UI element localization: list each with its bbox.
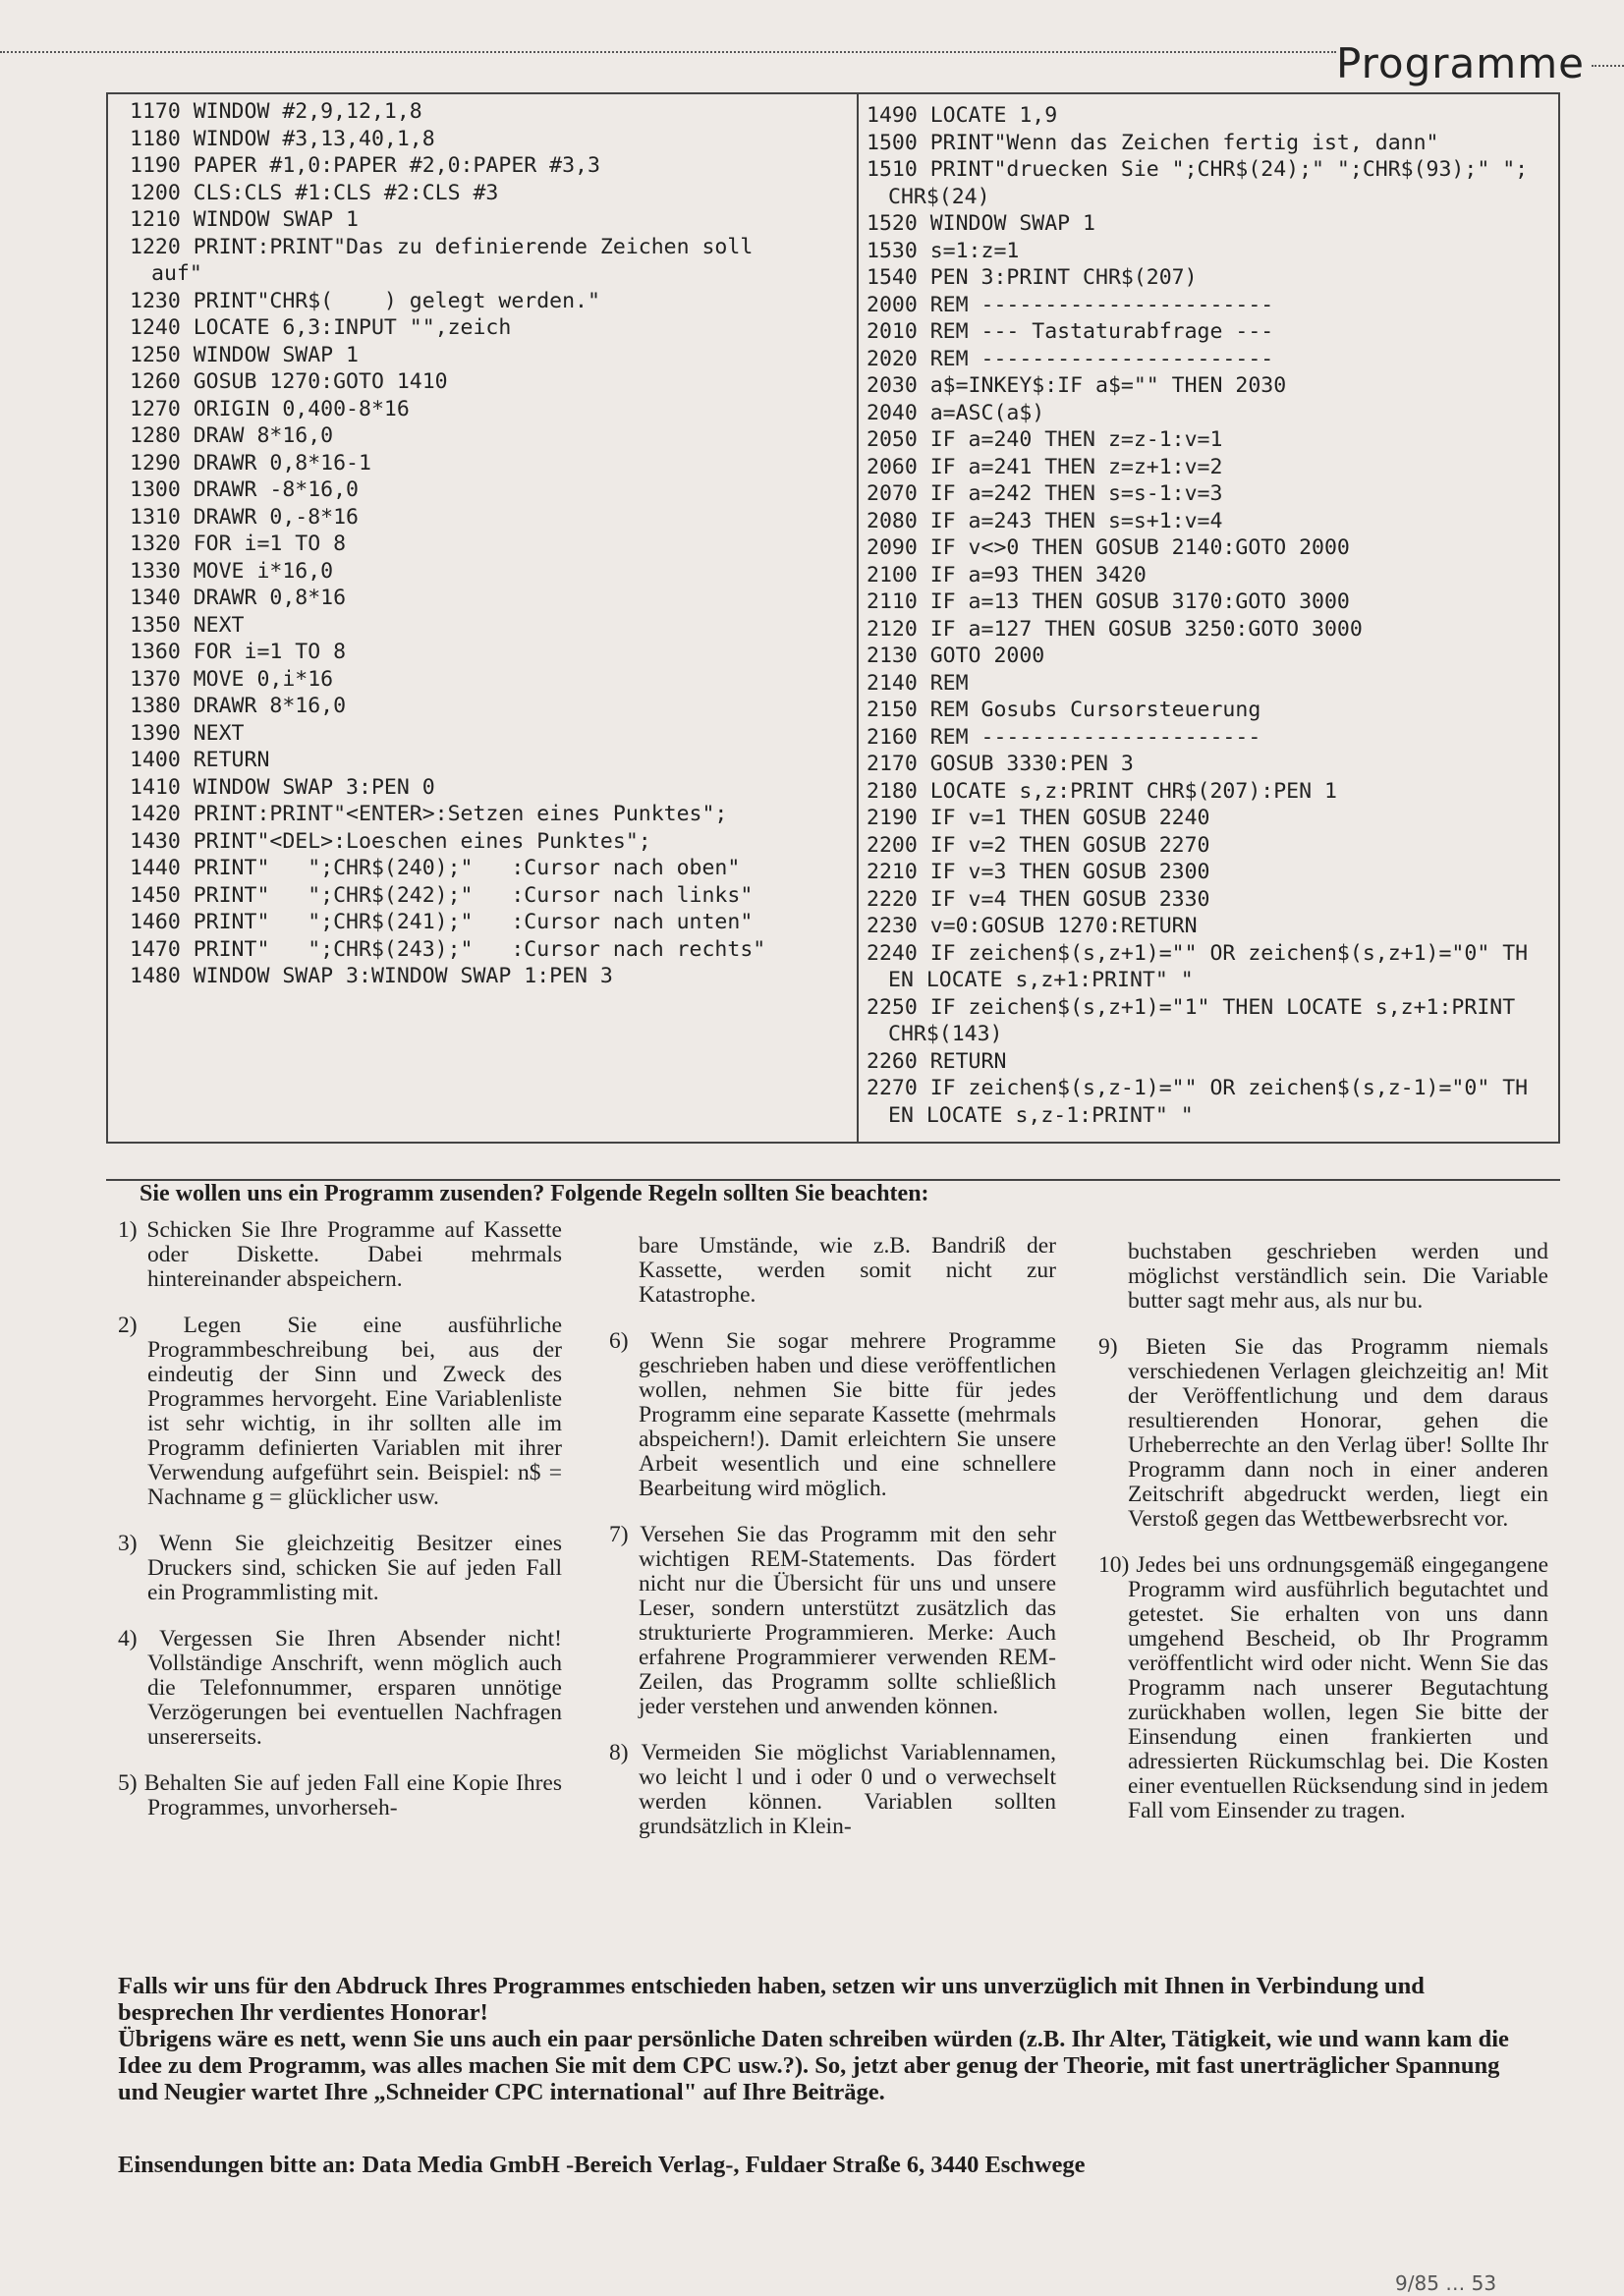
code-line: 2090 IF v<>0 THEN GOSUB 2140:GOTO 2000 <box>867 535 1350 560</box>
code-line: 1400 RETURN <box>130 748 270 772</box>
rule-paragraph: 1) Schicken Sie Ihre Programme auf Kassette oder Diskette. Dabei mehrmals hintereinander abspeichern. <box>118 1217 562 1292</box>
code-line: 1530 s=1:z=1 <box>867 238 1020 263</box>
code-line: 2200 IF v=2 THEN GOSUB 2270 <box>867 832 1210 858</box>
code-line: 1220 PRINT:PRINT"Das zu definierende Zeichen soll auf" <box>130 234 766 286</box>
listing-right-column <box>867 102 1535 1129</box>
rules-column-3 <box>1098 1240 1548 1845</box>
code-line: 2000 REM ----------------------- <box>867 292 1274 317</box>
code-line: 2030 a$=INKEY$:IF a$="" THEN 2030 <box>867 373 1287 398</box>
rule-paragraph: 2) Legen Sie eine ausführliche Programmbeschreibung bei, aus der eindeutig der Sinn und Zweck des Programmes hervorgeht. Eine Variablenliste ist sehr wichtig, in ihr sollten alle im Programm definierten Variablen mit ihrer Verwendung aufgeführt sein. Beispiel: n$ = Nachname g = glücklicher usw. <box>118 1313 562 1510</box>
code-line: 1290 DRAWR 0,8*16-1 <box>130 450 371 476</box>
code-line: 1210 WINDOW SWAP 1 <box>130 207 359 232</box>
rule-paragraph: 4) Vergessen Sie Ihren Absender nicht! Vollständige Anschrift, wenn möglich auch die Telefonnummer, ersparen unnötige Verzögerungen bei eventuellen Nachfragen unsererseits. <box>118 1626 562 1750</box>
header-dotted-rule-end <box>1592 65 1624 67</box>
rules-column-2 <box>609 1234 1056 1861</box>
code-line: 1310 DRAWR 0,-8*16 <box>130 504 359 530</box>
code-line: 1260 GOSUB 1270:GOTO 1410 <box>130 369 448 394</box>
code-line: 1500 PRINT"Wenn das Zeichen fertig ist, dann" <box>867 130 1439 155</box>
code-line: 1250 WINDOW SWAP 1 <box>130 342 359 367</box>
code-line: 1320 FOR i=1 TO 8 <box>130 532 347 556</box>
closing-text <box>118 1973 1542 2105</box>
rule-paragraph: 5) Behalten Sie auf jeden Fall eine Kopie Ihres Programmes, unvorherseh- <box>118 1770 562 1820</box>
section-title: Programme <box>1336 39 1585 87</box>
code-line: 1280 DRAW 8*16,0 <box>130 423 334 448</box>
code-line: 1430 PRINT"<DEL>:Loeschen eines Punktes"; <box>130 828 651 854</box>
code-line: 1380 DRAWR 8*16,0 <box>130 694 347 718</box>
code-line: 1450 PRINT" ";CHR$(242);" :Cursor nach links" <box>130 882 754 908</box>
code-line: 2110 IF a=13 THEN GOSUB 3170:GOTO 3000 <box>867 589 1350 614</box>
code-line: 2140 REM <box>867 670 969 696</box>
code-line: 2190 IF v=1 THEN GOSUB 2240 <box>867 806 1210 830</box>
code-line: 1270 ORIGIN 0,400-8*16 <box>130 396 410 421</box>
code-line: 1420 PRINT:PRINT"<ENTER>:Setzen eines Punktes"; <box>130 802 728 826</box>
code-line: 2230 v=0:GOSUB 1270:RETURN <box>867 914 1198 938</box>
code-line: 2070 IF a=242 THEN s=s-1:v=3 <box>867 481 1223 506</box>
code-line: 1510 PRINT"druecken Sie ";CHR$(24);" ";CHR$(93);" ";CHR$(24) <box>867 157 1529 209</box>
code-line: 1360 FOR i=1 TO 8 <box>130 640 347 664</box>
code-line: 2160 REM ---------------------- <box>867 724 1261 750</box>
code-line: 2130 GOTO 2000 <box>867 644 1045 668</box>
rule-paragraph: 6) Wenn Sie sogar mehrere Programme geschrieben haben und diese veröffentlichen wollen, nehmen Sie bitte für jedes Programm eine separate Kassette (mehrmals abspeichern!). Damit erleichtern Sie unsere Arbeit wesentlich und eine schnellere Bearbeitung wird möglich. <box>609 1328 1056 1501</box>
page-marker: 9/85 … 53 <box>1395 2271 1497 2295</box>
code-line: 2080 IF a=243 THEN s=s+1:v=4 <box>867 508 1223 533</box>
code-line: 1300 DRAWR -8*16,0 <box>130 477 359 502</box>
code-line: 1470 PRINT" ";CHR$(243);" :Cursor nach rechts" <box>130 936 766 962</box>
code-line: 2240 IF zeichen$(s,z+1)="" OR zeichen$(s,z+1)="0" THEN LOCATE s,z+1:PRINT" " <box>867 940 1529 992</box>
rule-paragraph: 9) Bieten Sie das Programm niemals verschiedenen Verlagen gleichzeitig an! Mit der Veröffentlichung und dem daraus resultierenden Honorar, gehen die Urheberrechte an den Verlag über! Sollte Ihr Programm dann noch in einer anderen Zeitschrift abgedruckt werden, liegt ein Verstoß gegen das Wettbewerbsrecht vor. <box>1098 1334 1548 1532</box>
rules-heading: Sie wollen uns ein Programm zusenden? Folgende Regeln sollten Sie beachten: <box>140 1181 929 1206</box>
code-line: 1460 PRINT" ";CHR$(241);" :Cursor nach unten" <box>130 910 754 934</box>
code-line: 1200 CLS:CLS #1:CLS #2:CLS #3 <box>130 180 499 205</box>
code-line: 2150 REM Gosubs Cursorsteuerung <box>867 698 1261 722</box>
code-line: 2040 a=ASC(a$) <box>867 400 1045 425</box>
code-line: 1190 PAPER #1,0:PAPER #2,0:PAPER #3,3 <box>130 153 600 178</box>
code-line: 1370 MOVE 0,i*16 <box>130 666 334 692</box>
code-line: 1350 NEXT <box>130 612 245 638</box>
code-line: 2220 IF v=4 THEN GOSUB 2330 <box>867 886 1210 912</box>
rule-paragraph: buchstaben geschrieben werden und möglichst verständlich sein. Die Variable butter sagt mehr aus, als nur bu. <box>1128 1239 1548 1314</box>
rule-paragraph: 7) Versehen Sie das Programm mit den sehr wichtigen REM-Statements. Das fördert nicht nur die Übersicht für uns und unsere Leser, sondern unterstützt zusätzlich das strukturierte Programmieren. Merke: Auch erfahrene Programmierer verwenden REM-Zeilen, das Programm sollte schließlich jeder verstehen und anwenden können. <box>609 1522 1056 1719</box>
code-line: 1540 PEN 3:PRINT CHR$(207) <box>867 265 1198 290</box>
rules-column-1 <box>118 1218 562 1842</box>
code-line: 1440 PRINT" ";CHR$(240);" :Cursor nach oben" <box>130 856 741 880</box>
code-line: 2210 IF v=3 THEN GOSUB 2300 <box>867 860 1210 884</box>
closing-paragraph-1: Falls wir uns für den Abdruck Ihres Programmes entschieden haben, setzen wir uns unverzüglich mit Ihnen in Verbindung und besprechen Ihr verdientes Honorar! <box>118 1973 1425 2026</box>
code-line: 1330 MOVE i*16,0 <box>130 558 334 584</box>
code-line: 2120 IF a=127 THEN GOSUB 3250:GOTO 3000 <box>867 616 1363 642</box>
code-line: 1520 WINDOW SWAP 1 <box>867 211 1095 236</box>
closing-paragraph-2: Übrigens wäre es nett, wenn Sie uns auch ein paar persönliche Daten schreiben würden (z.B. Ihr Alter, Tätigkeit, wie und wann kam die Idee zu dem Programm, was alles machen Sie mit dem CPC usw.?). So, jetzt aber genug der Theorie, mit fast unerträglicher Spannung und Neugier wartet Ihre „Schneider CPC international" auf Ihre Beiträge. <box>118 2026 1509 2105</box>
code-line: 1240 LOCATE 6,3:INPUT "",zeich <box>130 315 512 340</box>
code-line: 2100 IF a=93 THEN 3420 <box>867 562 1147 588</box>
code-line: 2180 LOCATE s,z:PRINT CHR$(207):PEN 1 <box>867 778 1337 804</box>
listing-column-divider <box>857 94 859 1142</box>
code-line: 1170 WINDOW #2,9,12,1,8 <box>130 99 422 124</box>
header-dotted-rule <box>0 51 1336 53</box>
code-line: 2010 REM --- Tastaturabfrage --- <box>867 319 1274 344</box>
code-line: 2020 REM ----------------------- <box>867 346 1274 371</box>
submission-address: Einsendungen bitte an: Data Media GmbH -Bereich Verlag-, Fuldaer Straße 6, 3440 Eschwege <box>118 2152 1086 2178</box>
code-line: 2060 IF a=241 THEN z=z+1:v=2 <box>867 454 1223 479</box>
rule-paragraph: 3) Wenn Sie gleichzeitig Besitzer eines Druckers sind, schicken Sie auf jeden Fall ein Programmlisting mit. <box>118 1531 562 1605</box>
code-line: 1390 NEXT <box>130 720 245 746</box>
code-line: 1180 WINDOW #3,13,40,1,8 <box>130 126 435 151</box>
code-line: 2170 GOSUB 3330:PEN 3 <box>867 752 1134 776</box>
code-line: 1230 PRINT"CHR$( ) gelegt werden." <box>130 288 600 313</box>
listing-left-column <box>130 98 778 990</box>
code-line: 2250 IF zeichen$(s,z+1)="1" THEN LOCATE s,z+1:PRINT CHR$(143) <box>867 994 1529 1046</box>
code-line: 2050 IF a=240 THEN z=z-1:v=1 <box>867 427 1223 452</box>
code-line: 1410 WINDOW SWAP 3:PEN 0 <box>130 774 435 800</box>
code-line: 1480 WINDOW SWAP 3:WINDOW SWAP 1:PEN 3 <box>130 964 613 988</box>
code-line: 2270 IF zeichen$(s,z-1)="" OR zeichen$(s,z-1)="0" THEN LOCATE s,z-1:PRINT" " <box>867 1076 1529 1128</box>
code-line: 1490 LOCATE 1,9 <box>867 103 1058 128</box>
rule-paragraph: 10) Jedes bei uns ordnungsgemäß eingegangene Programm wird ausführlich begutachtet und getestet. Sie erhalten von uns dann umgehend Bescheid, ob Ihr Programm veröffentlicht wird oder nicht. Wenn Sie das Programm nach unserer Begutachtung zurückhaben wollen, legen Sie bitte der Einsendung einen frankierten und adressierten Rückumschlag bei. Die Kosten einer eventuellen Rücksendung sind in jedem Fall vom Einsender zu tragen. <box>1098 1552 1548 1823</box>
rule-paragraph: 8) Vermeiden Sie möglichst Variablennamen, wo leicht l und i oder 0 und o verwechselt werden können. Variablen sollten grundsätzlich in Klein- <box>609 1740 1056 1839</box>
rule-paragraph: bare Umstände, wie z.B. Bandriß der Kassette, werden somit nicht zur Katastrophe. <box>639 1233 1056 1308</box>
code-line: 2260 RETURN <box>867 1048 1007 1074</box>
code-line: 1340 DRAWR 0,8*16 <box>130 586 347 610</box>
